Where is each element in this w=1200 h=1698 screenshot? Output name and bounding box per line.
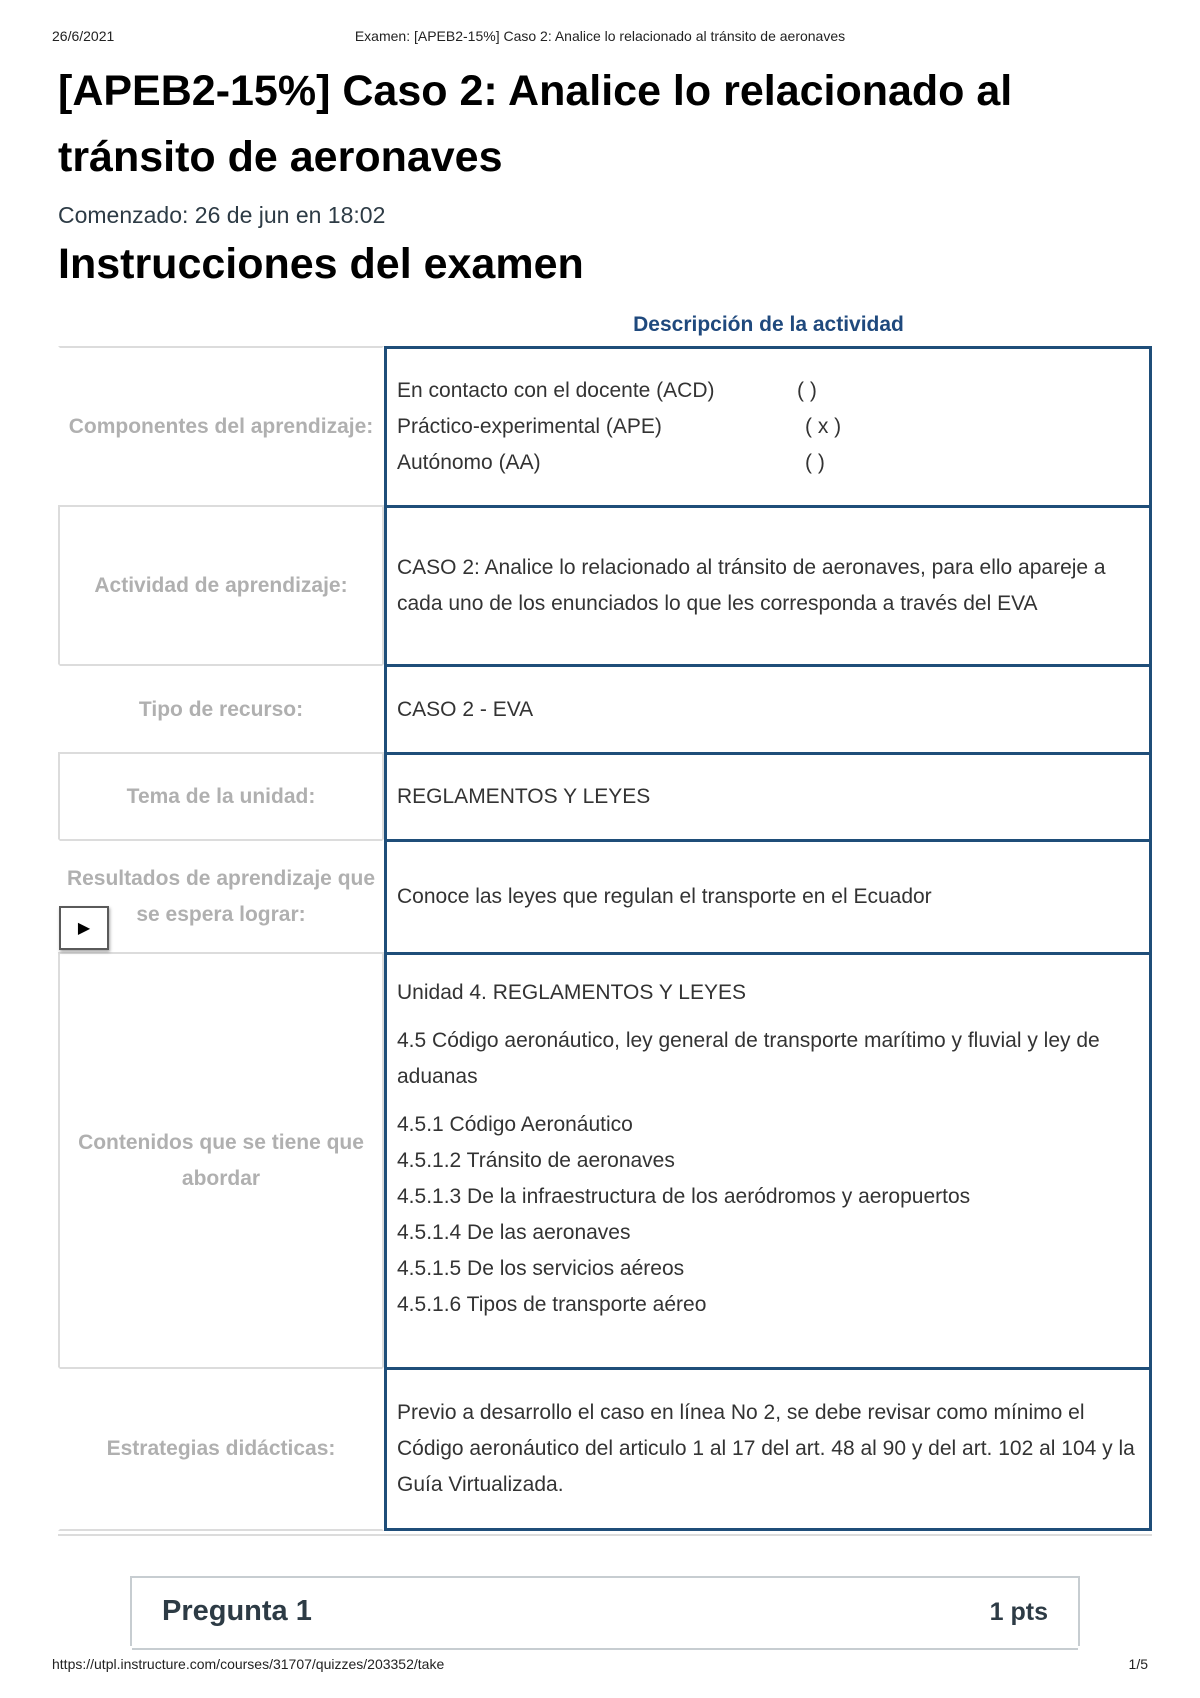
label-learning-activity: Actividad de aprendizaje:: [58, 505, 384, 667]
activity-description-caption: Descripción de la actividad: [633, 313, 904, 336]
component-aa: Autónomo (AA) ( ): [397, 445, 1139, 481]
value-resource-type: CASO 2 - EVA: [384, 664, 1152, 755]
label-resource-type: Tipo de recurso:: [58, 664, 384, 755]
print-date: 26/6/2021: [52, 28, 115, 44]
page-title: [APEB2-15%] Caso 2: Analice lo relacionado al tránsito de aeronaves: [58, 67, 1013, 181]
contents-item: 4.5.1 Código Aeronáutico: [397, 1113, 633, 1136]
print-header: [52, 28, 1148, 48]
value-strategies: Previo a desarrollo el caso en línea No 2, se debe revisar como mínimo el Código aeronáutico del articulo 1 al 17 del art. 48 al 90 y del art. 102 al 104 y la Guía Virtualizada.: [384, 1367, 1152, 1531]
started-timestamp: Comenzado: 26 de jun en 18:02: [58, 202, 386, 228]
table-bottom-divider: [58, 1534, 1152, 1536]
contents-item: 4.5.1.4 De las aeronaves: [397, 1221, 631, 1244]
row-contents: [58, 952, 1152, 1370]
label-unit-topic: Tema de la unidad:: [58, 752, 384, 842]
row-unit-topic: [58, 752, 1152, 842]
row-expected-results: [58, 839, 1152, 955]
value-learning-activity: CASO 2: Analice lo relacionado al tránsito de aeronaves, para ello apareje a cada uno de los enunciados lo que les corresponda a través del EVA: [384, 505, 1152, 667]
component-ape: Práctico-experimental (APE) ( x ): [397, 409, 1139, 445]
value-contents: [384, 952, 1152, 1370]
play-icon: ▶: [77, 920, 91, 937]
label-expected-results: Resultados de aprendizaje que se espera lograr:: [58, 839, 384, 955]
play-media-button[interactable]: [59, 906, 109, 950]
contents-item: 4.5.1.2 Tránsito de aeronaves: [397, 1149, 675, 1172]
value-components: [384, 346, 1152, 508]
component-acd: En contacto con el docente (ACD) ( ): [397, 373, 1139, 409]
question-header: [132, 1578, 1078, 1650]
question-card: [130, 1576, 1080, 1646]
component-ape-mark: ( x ): [805, 415, 842, 438]
label-components: Componentes del aprendizaje:: [58, 346, 384, 508]
row-strategies: [58, 1367, 1152, 1531]
value-unit-topic: REGLAMENTOS Y LEYES: [384, 752, 1152, 842]
label-contents: Contenidos que se tiene que abordar: [58, 952, 384, 1370]
row-learning-activity: [58, 505, 1152, 667]
contents-section: 4.5 Código aeronáutico, ley general de transporte marítimo y fluvial y ley de aduanas: [397, 1029, 1100, 1088]
print-document-title: Examen: [APEB2-15%] Caso 2: Analice lo relacionado al tránsito de aeronaves: [354, 28, 846, 44]
component-acd-mark: ( ): [797, 379, 817, 402]
print-footer: [52, 1656, 1148, 1676]
print-url: https://utpl.instructure.com/courses/31707/quizzes/203352/take: [52, 1656, 445, 1672]
contents-item: 4.5.1.5 De los servicios aéreos: [397, 1257, 685, 1280]
question-points: 1 pts: [989, 1598, 1048, 1626]
contents-item: 4.5.1.6 Tipos de transporte aéreo: [397, 1293, 707, 1316]
label-strategies: Estrategias didácticas:: [58, 1367, 384, 1531]
row-resource-type: [58, 664, 1152, 755]
print-page-number: 1/5: [1128, 1656, 1148, 1672]
contents-item: 4.5.1.3 De la infraestructura de los aeródromos y aeropuertos: [397, 1185, 971, 1208]
instructions-heading: Instrucciones del examen: [58, 240, 584, 288]
contents-unit: Unidad 4. REGLAMENTOS Y LEYES: [397, 981, 747, 1004]
component-aa-mark: ( ): [805, 451, 825, 474]
value-expected-results: Conoce las leyes que regulan el transporte en el Ecuador: [384, 839, 1152, 955]
row-components: [58, 346, 1152, 508]
question-title: Pregunta 1: [162, 1595, 312, 1627]
